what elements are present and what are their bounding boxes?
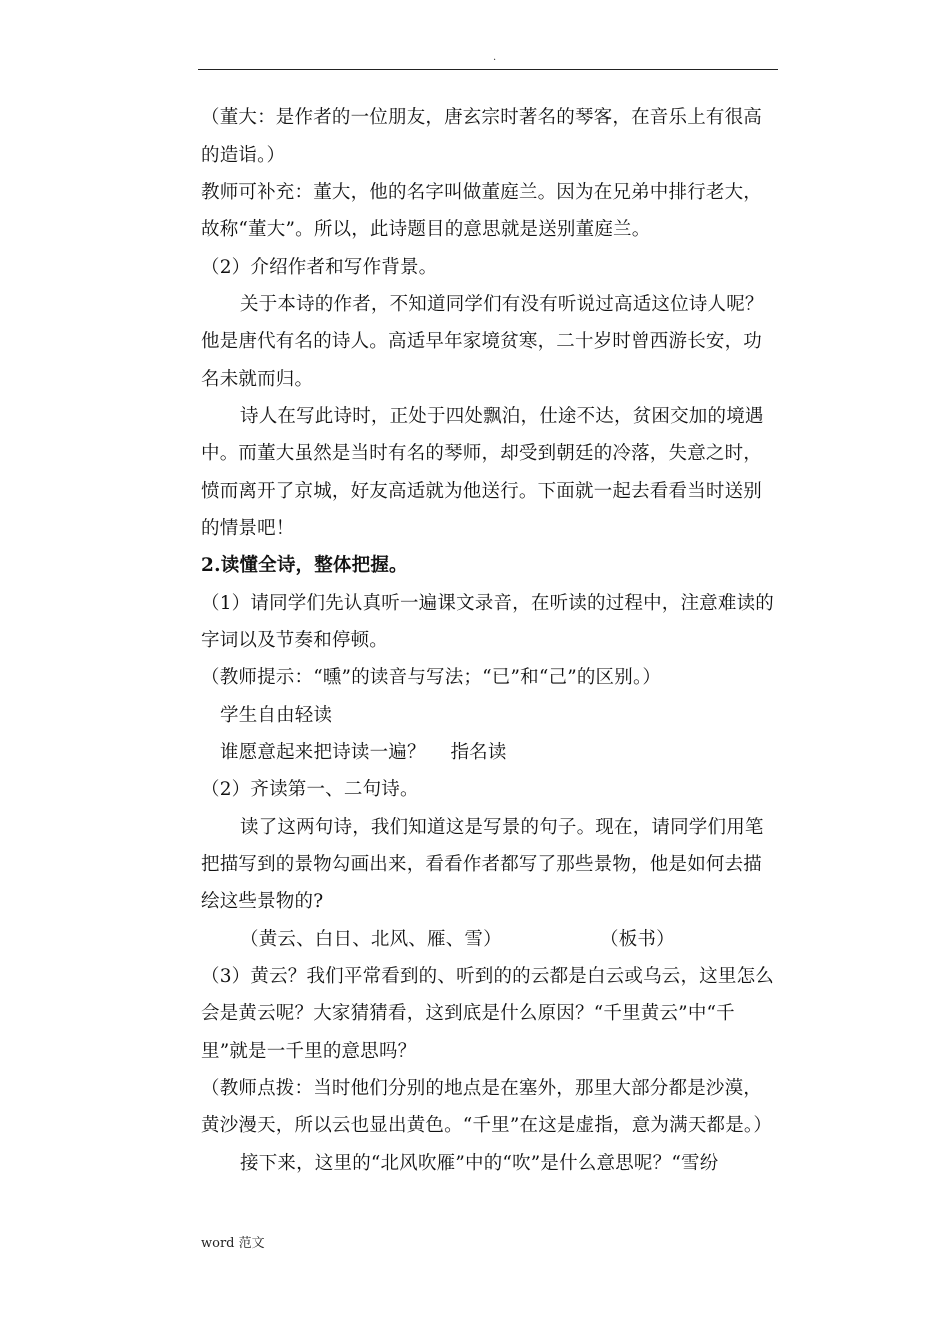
board-items: （黄云、白日、北风、雁、雪）	[240, 929, 502, 950]
header-rule	[198, 69, 778, 70]
text-line: 关于本诗的作者，不知道同学们有没有听说过高适这位诗人呢？	[240, 294, 764, 315]
text-line: 字词以及节奏和停顿。	[201, 630, 389, 651]
text-line: 故称“董大”。所以，此诗题目的意思就是送别董庭兰。	[201, 219, 651, 240]
header-mark: .	[493, 52, 497, 63]
text-line: 名未就而归。	[201, 369, 314, 390]
text-line: （教师提示：“曛”的读音与写法；“已”和“己”的区别。）	[201, 667, 662, 688]
text-line: （2）介绍作者和写作背景。	[201, 257, 438, 278]
text-line: （董大：是作者的一位朋友，唐玄宗时著名的琴客，在音乐上有很高	[201, 107, 763, 128]
text-line: 接下来，这里的“北风吹雁”中的“吹”是什么意思呢？“雪纷	[240, 1153, 719, 1174]
text-line: 把描写到的景物勾画出来，看看作者都写了那些景物，他是如何去描	[201, 854, 763, 875]
text-line: 绘这些景物的?	[201, 891, 324, 912]
text-line: （教师点拨：当时他们分别的地点是在塞外，那里大部分都是沙漠，	[201, 1078, 763, 1099]
text-line: （1）请同学们先认真听一遍课文录音，在听读的过程中，注意难读的	[201, 593, 774, 614]
text-line: 学生自由轻读	[220, 705, 333, 726]
text-line: 他是唐代有名的诗人。高适早年家境贫寒，二十岁时曾西游长安，功	[201, 331, 763, 352]
board-note: （板书）	[600, 929, 675, 950]
text-line: 的造诣。）	[201, 145, 286, 166]
text-line: 黄沙漫天，所以云也显出黄色。“千里”在这是虚指，意为满天都是。）	[201, 1115, 773, 1136]
section-heading: 2.读懂全诗，整体把握。	[201, 555, 408, 576]
text-line: 中。而董大虽然是当时有名的琴师，却受到朝廷的冷落，失意之时，	[201, 443, 763, 464]
text-line: 诗人在写此诗时，正处于四处飘泊，仕途不达，贫困交加的境遇	[240, 406, 764, 427]
text-line: 里”就是一千里的意思吗？	[201, 1041, 417, 1062]
text-line: 读了这两句诗，我们知道这是写景的句子。现在，请同学们用笔	[240, 817, 764, 838]
text-line: 愤而离开了京城，好友高适就为他送行。下面就一起去看看当时送别	[201, 481, 763, 502]
text-line: 谁愿意起来把诗读一遍？ 指名读	[220, 742, 507, 763]
text-line: （3）黄云？我们平常看到的、听到的的云都是白云或乌云，这里怎么	[201, 966, 774, 987]
page-footer: word 范文	[201, 1236, 265, 1251]
text-line: （2）齐读第一、二句诗。	[201, 779, 419, 800]
text-line: 的情景吧！	[201, 518, 295, 539]
text-line: 教师可补充：董大，他的名字叫做董庭兰。因为在兄弟中排行老大，	[201, 182, 763, 203]
text-line: 会是黄云呢？大家猜猜看，这到底是什么原因？“千里黄云”中“千	[201, 1003, 735, 1024]
